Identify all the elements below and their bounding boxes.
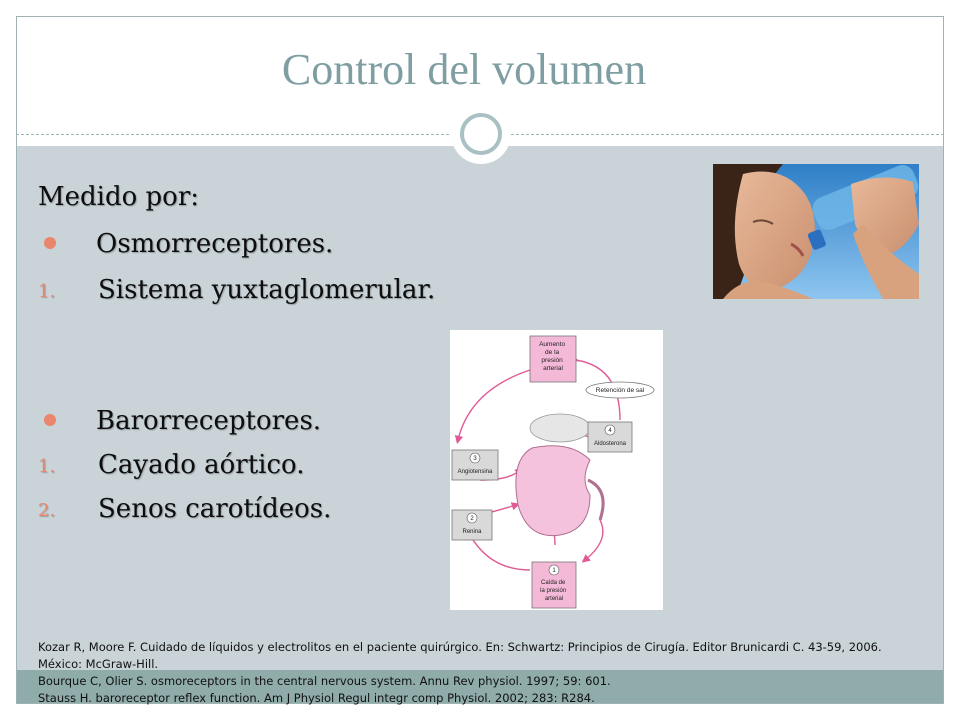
list-item-osmoreceptors (38, 229, 333, 259)
diagram-aumento-line4: arterial (543, 365, 563, 372)
renin-angiotensin-diagram (450, 330, 663, 610)
list-number: 2. (38, 499, 56, 521)
diagram-num-3: 3 (473, 456, 477, 462)
list-item-text: Sistema yuxtaglomerular. (98, 275, 436, 305)
list-number: 1. (38, 455, 56, 477)
list-item-text: Senos carotídeos. (98, 494, 332, 524)
list-number: 1. (38, 280, 56, 302)
list-item-text: Barorreceptores. (96, 406, 322, 436)
list-item-baroreceptors (38, 406, 321, 436)
photo-woman-drinking (713, 164, 919, 299)
diagram-aldosterona-label: Aldosterona (593, 441, 627, 447)
reference-line: México: McGraw-Hill. (38, 657, 159, 671)
diagram-aumento-line2: de la (545, 349, 560, 356)
list-item-aortic-arch (38, 450, 305, 480)
diagram-num-2: 2 (470, 516, 474, 522)
reference-line: Stauss H. baroreceptor reflex function. Am J Physiol Regul integr comp Physiol. 2002; 283: R284. (38, 691, 595, 705)
bullet-icon (44, 414, 56, 426)
reference-line: Kozar R, Moore F. Cuidado de líquidos y electrolitos en el paciente quirúrgico. En: Schwartz: Principios de Cirugía. Editor Brunicardi C. 43-59, 2006. (38, 640, 882, 654)
list-item-carotid-sinus (38, 494, 331, 524)
diagram-angiotensina-label: Angiotensina (457, 469, 493, 475)
measured-by-heading: Medido por: (38, 182, 200, 212)
references (38, 639, 938, 707)
diagram-aumento-line1: Aumento (539, 341, 566, 348)
diagram-retencion-label: Retención de sal (595, 387, 645, 394)
list-item-text: Cayado aórtico. (98, 450, 305, 480)
bullet-icon (44, 237, 56, 249)
ring-ornament-inner (460, 113, 502, 155)
reference-line: Bourque C, Olier S. osmoreceptors in the central nervous system. Annu Rev physiol. 1997; 59: 601. (38, 674, 611, 688)
diagram-caida-line2: la presión (540, 588, 567, 594)
list-item-juxtaglomerular (38, 275, 435, 305)
diagram-aumento-line3: presión (541, 357, 563, 364)
slide-title: Control del volumen (281, 45, 647, 94)
list-item-text: Osmorreceptores. (96, 229, 334, 259)
svg-text:Aumento de la presión (539, 341, 567, 372)
diagram-caida-line3: arterial (544, 596, 564, 602)
diagram-num-4: 4 (608, 428, 612, 434)
diagram-num-1: 1 (552, 568, 556, 574)
diagram-caida-line1: Caída de (540, 580, 566, 586)
diagram-renina-label: Renina (462, 529, 482, 535)
